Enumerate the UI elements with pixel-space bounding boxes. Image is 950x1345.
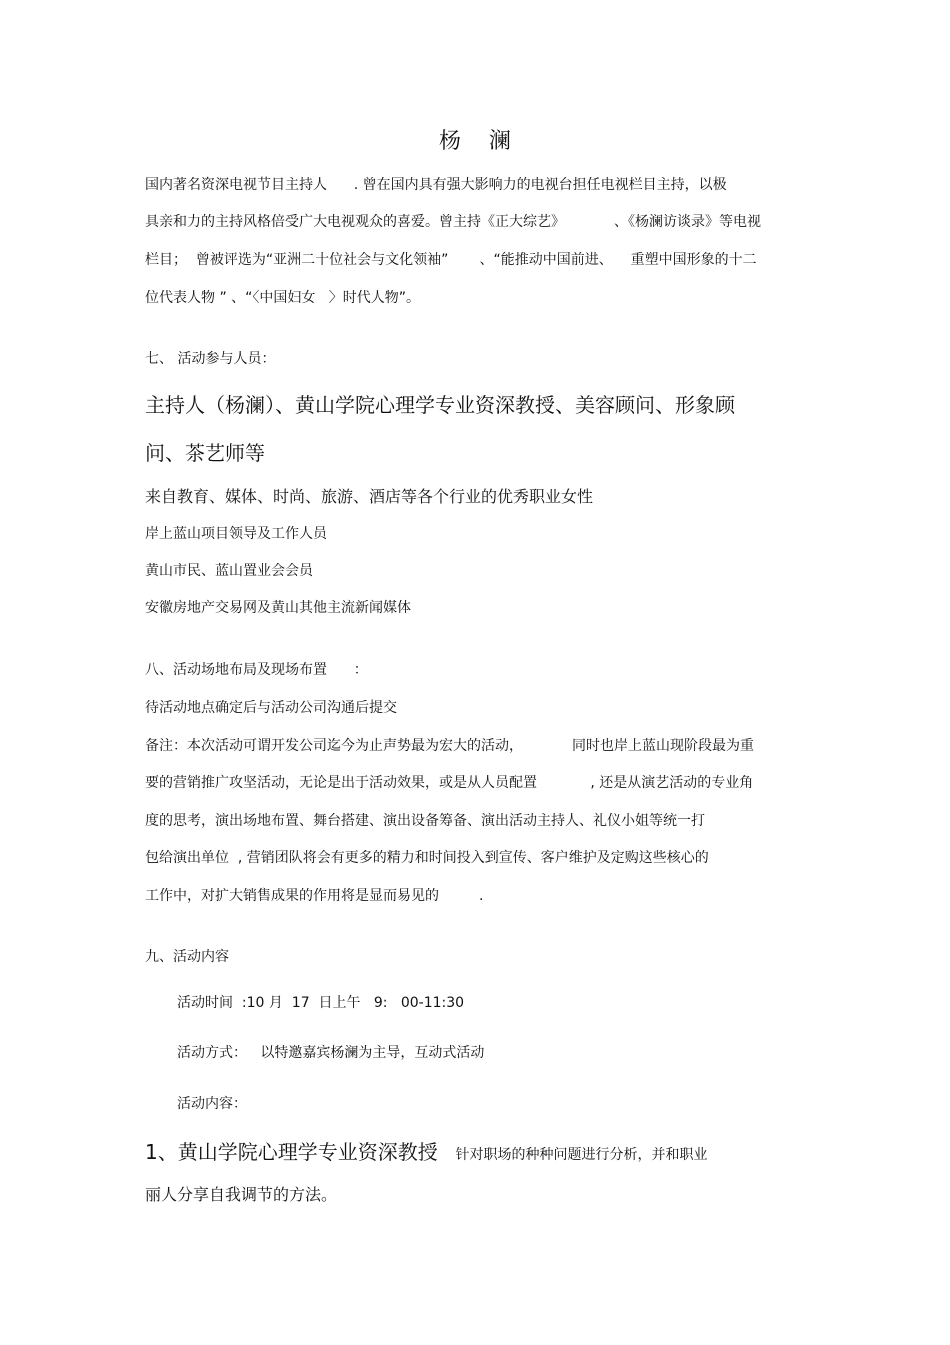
section-7-participants-line-2: 来自教育、媒体、时尚、旅游、酒店等各个行业的优秀职业女性 bbox=[145, 487, 594, 506]
section-7-participants-line-1b: 问、茶艺师等 bbox=[145, 441, 265, 465]
intro-line-3: 栏目； 曾被评选为“亚洲二十位社会与文化领袖” 、“能推动中国前进、 重塑中国形象的十二 bbox=[145, 252, 757, 268]
page-title: 杨 澜 bbox=[439, 129, 511, 154]
section-8-note-line-1: 备注：本次活动可谓开发公司迄今为止声势最为宏大的活动， 同时也岸上蓝山现阶段最为重 bbox=[145, 738, 754, 754]
section-8-line-1: 待活动地点确定后与活动公司沟通后提交 bbox=[145, 700, 397, 716]
section-8-note-line-3: 度的思考，演出场地布置、舞台搭建、演出设备筹备、演出活动主持人、礼仪小姐等统一打 bbox=[145, 813, 705, 829]
intro-line-1: 国内著名资深电视节目主持人 . 曾在国内具有强大影响力的电视台担任电视栏目主持，以极 bbox=[145, 177, 727, 193]
section-9-heading: 九、活动内容 bbox=[145, 949, 229, 965]
section-9-method: 活动方式： 以特邀嘉宾杨澜为主导，互动式活动 bbox=[177, 1045, 485, 1061]
section-9-time: 活动时间 :10 月 17 日上午 9: 00-11:30 bbox=[177, 995, 465, 1011]
section-9-item-1 bbox=[145, 1138, 708, 1166]
section-8-heading: 八、活动场地布局及现场布置 ： bbox=[145, 662, 368, 678]
section-7-participants-line-1a: 主持人（杨澜）、黄山学院心理学专业资深教授、美容顾问、形象顾 bbox=[145, 393, 735, 417]
section-9-item-1-continuation: 丽人分享自我调节的方法。 bbox=[145, 1185, 338, 1204]
section-7-participants-line-5: 安徽房地产交易网及黄山其他主流新闻媒体 bbox=[145, 600, 411, 616]
section-9-item-1-rest: 针对职场的种种问题进行分析，并和职业 bbox=[437, 1147, 708, 1163]
intro-line-4: 位代表人物 ” 、“〈中国妇女 〉时代人物”。 bbox=[145, 290, 421, 306]
section-9-item-1-lead: 1、黄山学院心理学专业资深教授 bbox=[145, 1140, 438, 1164]
section-8-note-line-5: 工作中，对扩大销售成果的作用将是显而易见的 . bbox=[145, 888, 484, 904]
section-7-participants-line-4: 黄山市民、蓝山置业会会员 bbox=[145, 563, 313, 579]
section-8-note-line-2: 要的营销推广攻坚活动，无论是出于活动效果，或是从人员配置 , 还是从演艺活动的专业角 bbox=[145, 775, 754, 791]
section-7-heading: 七、 活动参与人员： bbox=[145, 351, 276, 367]
section-8-note-line-4: 包给演出单位 , 营销团队将会有更多的精力和时间投入到宣传、客户维护及定购这些核心的 bbox=[145, 850, 709, 866]
section-9-content-label: 活动内容： bbox=[177, 1096, 247, 1112]
section-7-participants-line-3: 岸上蓝山项目领导及工作人员 bbox=[145, 526, 327, 542]
intro-line-2: 具亲和力的主持风格倍受广大电视观众的喜爱。曾主持《正大综艺》 、《杨澜访谈录》等电视 bbox=[145, 214, 761, 230]
